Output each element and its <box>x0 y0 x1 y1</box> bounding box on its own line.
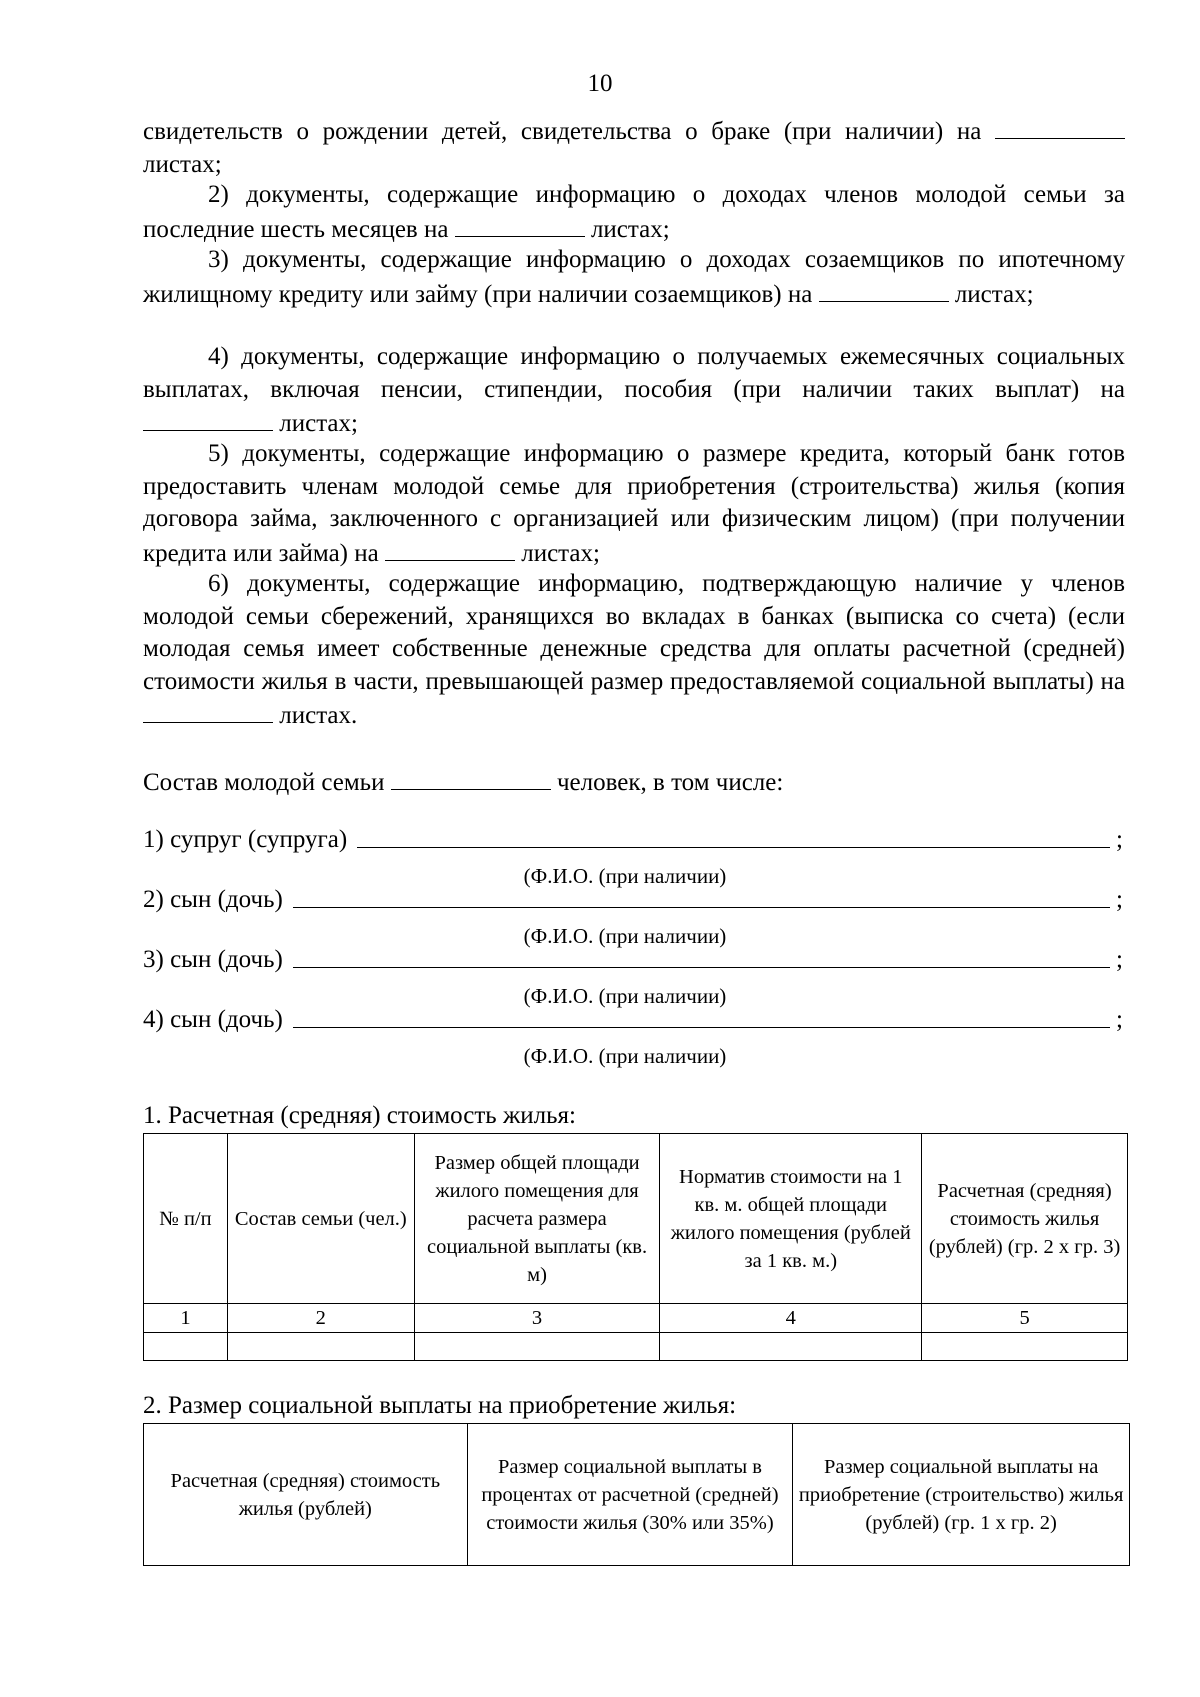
column-number-row <box>144 1304 1128 1333</box>
item-suffix: листах; <box>954 280 1034 308</box>
data-cell[interactable] <box>144 1333 228 1361</box>
member-label: 3) сын (дочь) <box>143 946 283 973</box>
item-text: 3) документы, содержащие информацию о доходах созаемщиков по ипотечному жилищному кредиту или займу (при наличии созаемщиков) на <box>143 246 1125 308</box>
intro-paragraph <box>143 114 1125 181</box>
item-text: 2) документы, содержащие информацию о доходах членов молодой семьи за последние шесть месяцев на <box>143 181 1125 243</box>
table-data-row <box>144 1333 1128 1361</box>
housing-cost-table <box>143 1133 1128 1361</box>
member-row-spouse <box>143 826 1123 854</box>
item-4-paragraph <box>143 341 1125 441</box>
item-2-paragraph <box>143 179 1125 246</box>
header-cell: Норматив стоимости на 1 кв. м. общей площади жилого помещения (рублей за 1 кв. м.) <box>660 1134 922 1304</box>
data-cell[interactable] <box>414 1333 660 1361</box>
column-number: 1 <box>144 1304 228 1333</box>
child-2-name-field[interactable] <box>293 967 1110 968</box>
header-cell: Размер социальной выплаты на приобретение (строительство) жилья (рублей) (гр. 1 х гр. 2) <box>793 1424 1130 1566</box>
child-1-name-field[interactable] <box>293 907 1110 908</box>
data-cell[interactable] <box>227 1333 414 1361</box>
table-header-row <box>144 1134 1128 1304</box>
member-row-child-1 <box>143 886 1123 914</box>
column-number: 4 <box>660 1304 922 1333</box>
item-text: 5) документы, содержащие информацию о размере кредита, который банк готов предоставить членам молодой семье для приобретения (строительства) жилья (копия договора займа, заключенного с организацией или физическим лицом) (при получении кредита или займа) на <box>143 440 1125 567</box>
fio-caption: (Ф.И.О. (при наличии) <box>523 984 727 1008</box>
header-cell: Размер общей площади жилого помещения для расчета размера социальной выплаты (кв. м) <box>414 1134 660 1304</box>
sheets-count-field-5[interactable] <box>385 536 515 561</box>
fio-caption: (Ф.И.О. (при наличии) <box>523 924 727 948</box>
sheets-count-field-1[interactable] <box>995 114 1125 139</box>
sheets-count-field-3[interactable] <box>819 277 949 302</box>
item-suffix: листах. <box>279 702 358 729</box>
fio-caption: (Ф.И.О. (при наличии) <box>523 1044 727 1068</box>
spouse-name-field[interactable] <box>357 847 1110 848</box>
family-size-field[interactable] <box>391 765 551 790</box>
item-text: 6) документы, содержащие информацию, подтверждающую наличие у членов молодой семьи сбережений, хранящихся во вкладах в банках (выписка со счета) (если молодая семья имеет собственные денежные средства для оплаты расчетной (средней) стоимости жилья в части, превышающей размер предоставляемой социальной выплаты) на <box>143 570 1125 695</box>
sheets-count-field-2[interactable] <box>455 212 585 237</box>
family-size-prefix: Состав молодой семьи <box>143 769 385 796</box>
table-header-row <box>144 1424 1130 1566</box>
fio-caption: (Ф.И.О. (при наличии) <box>523 864 727 888</box>
page-number: 10 <box>587 70 613 97</box>
header-cell: Расчетная (средняя) стоимость жилья (рублей) (гр. 2 х гр. 3) <box>922 1134 1128 1304</box>
end-mark: ; <box>1116 826 1123 853</box>
header-cell: Расчетная (средняя) стоимость жилья (рублей) <box>144 1424 468 1566</box>
column-number: 5 <box>922 1304 1128 1333</box>
intro-text: свидетельств о рождении детей, свидетельства о браке (при наличии) на <box>143 118 982 145</box>
child-3-name-field[interactable] <box>293 1027 1110 1028</box>
end-mark: ; <box>1116 946 1123 973</box>
data-cell[interactable] <box>660 1333 922 1361</box>
item-suffix: листах; <box>521 539 600 567</box>
social-payment-table <box>143 1423 1130 1566</box>
data-cell[interactable] <box>922 1333 1128 1361</box>
header-cell: № п/п <box>144 1134 228 1304</box>
header-cell: Размер социальной выплаты в процентах от расчетной (средней) стоимости жилья (30% или 35%) <box>467 1424 793 1566</box>
column-number: 2 <box>227 1304 414 1333</box>
sheets-count-field-4[interactable] <box>143 406 273 431</box>
item-5-paragraph <box>143 438 1125 570</box>
member-label: 4) сын (дочь) <box>143 1006 283 1033</box>
table1-title: 1. Расчетная (средняя) стоимость жилья: <box>143 1102 576 1129</box>
item-suffix: листах; <box>279 410 358 437</box>
item-suffix: листах; <box>590 215 670 243</box>
family-size-line <box>143 765 1125 800</box>
column-number: 3 <box>414 1304 660 1333</box>
end-mark: ; <box>1116 886 1123 913</box>
item-3-paragraph <box>143 244 1125 311</box>
family-size-suffix: человек, в том числе: <box>556 769 784 796</box>
item-6-paragraph <box>143 568 1125 733</box>
header-cell: Состав семьи (чел.) <box>227 1134 414 1304</box>
member-row-child-3 <box>143 1006 1123 1034</box>
member-label: 1) супруг (супруга) <box>143 826 348 853</box>
member-row-child-2 <box>143 946 1123 974</box>
item-text: 4) документы, содержащие информацию о получаемых ежемесячных социальных выплатах, включая пенсии, стипендии, пособия (при наличии таких выплат) на <box>143 343 1125 403</box>
member-label: 2) сын (дочь) <box>143 886 283 913</box>
sheets-count-field-6[interactable] <box>143 698 273 723</box>
intro-suffix: листах; <box>143 150 222 178</box>
end-mark: ; <box>1116 1006 1123 1033</box>
table2-title: 2. Размер социальной выплаты на приобретение жилья: <box>143 1392 737 1419</box>
